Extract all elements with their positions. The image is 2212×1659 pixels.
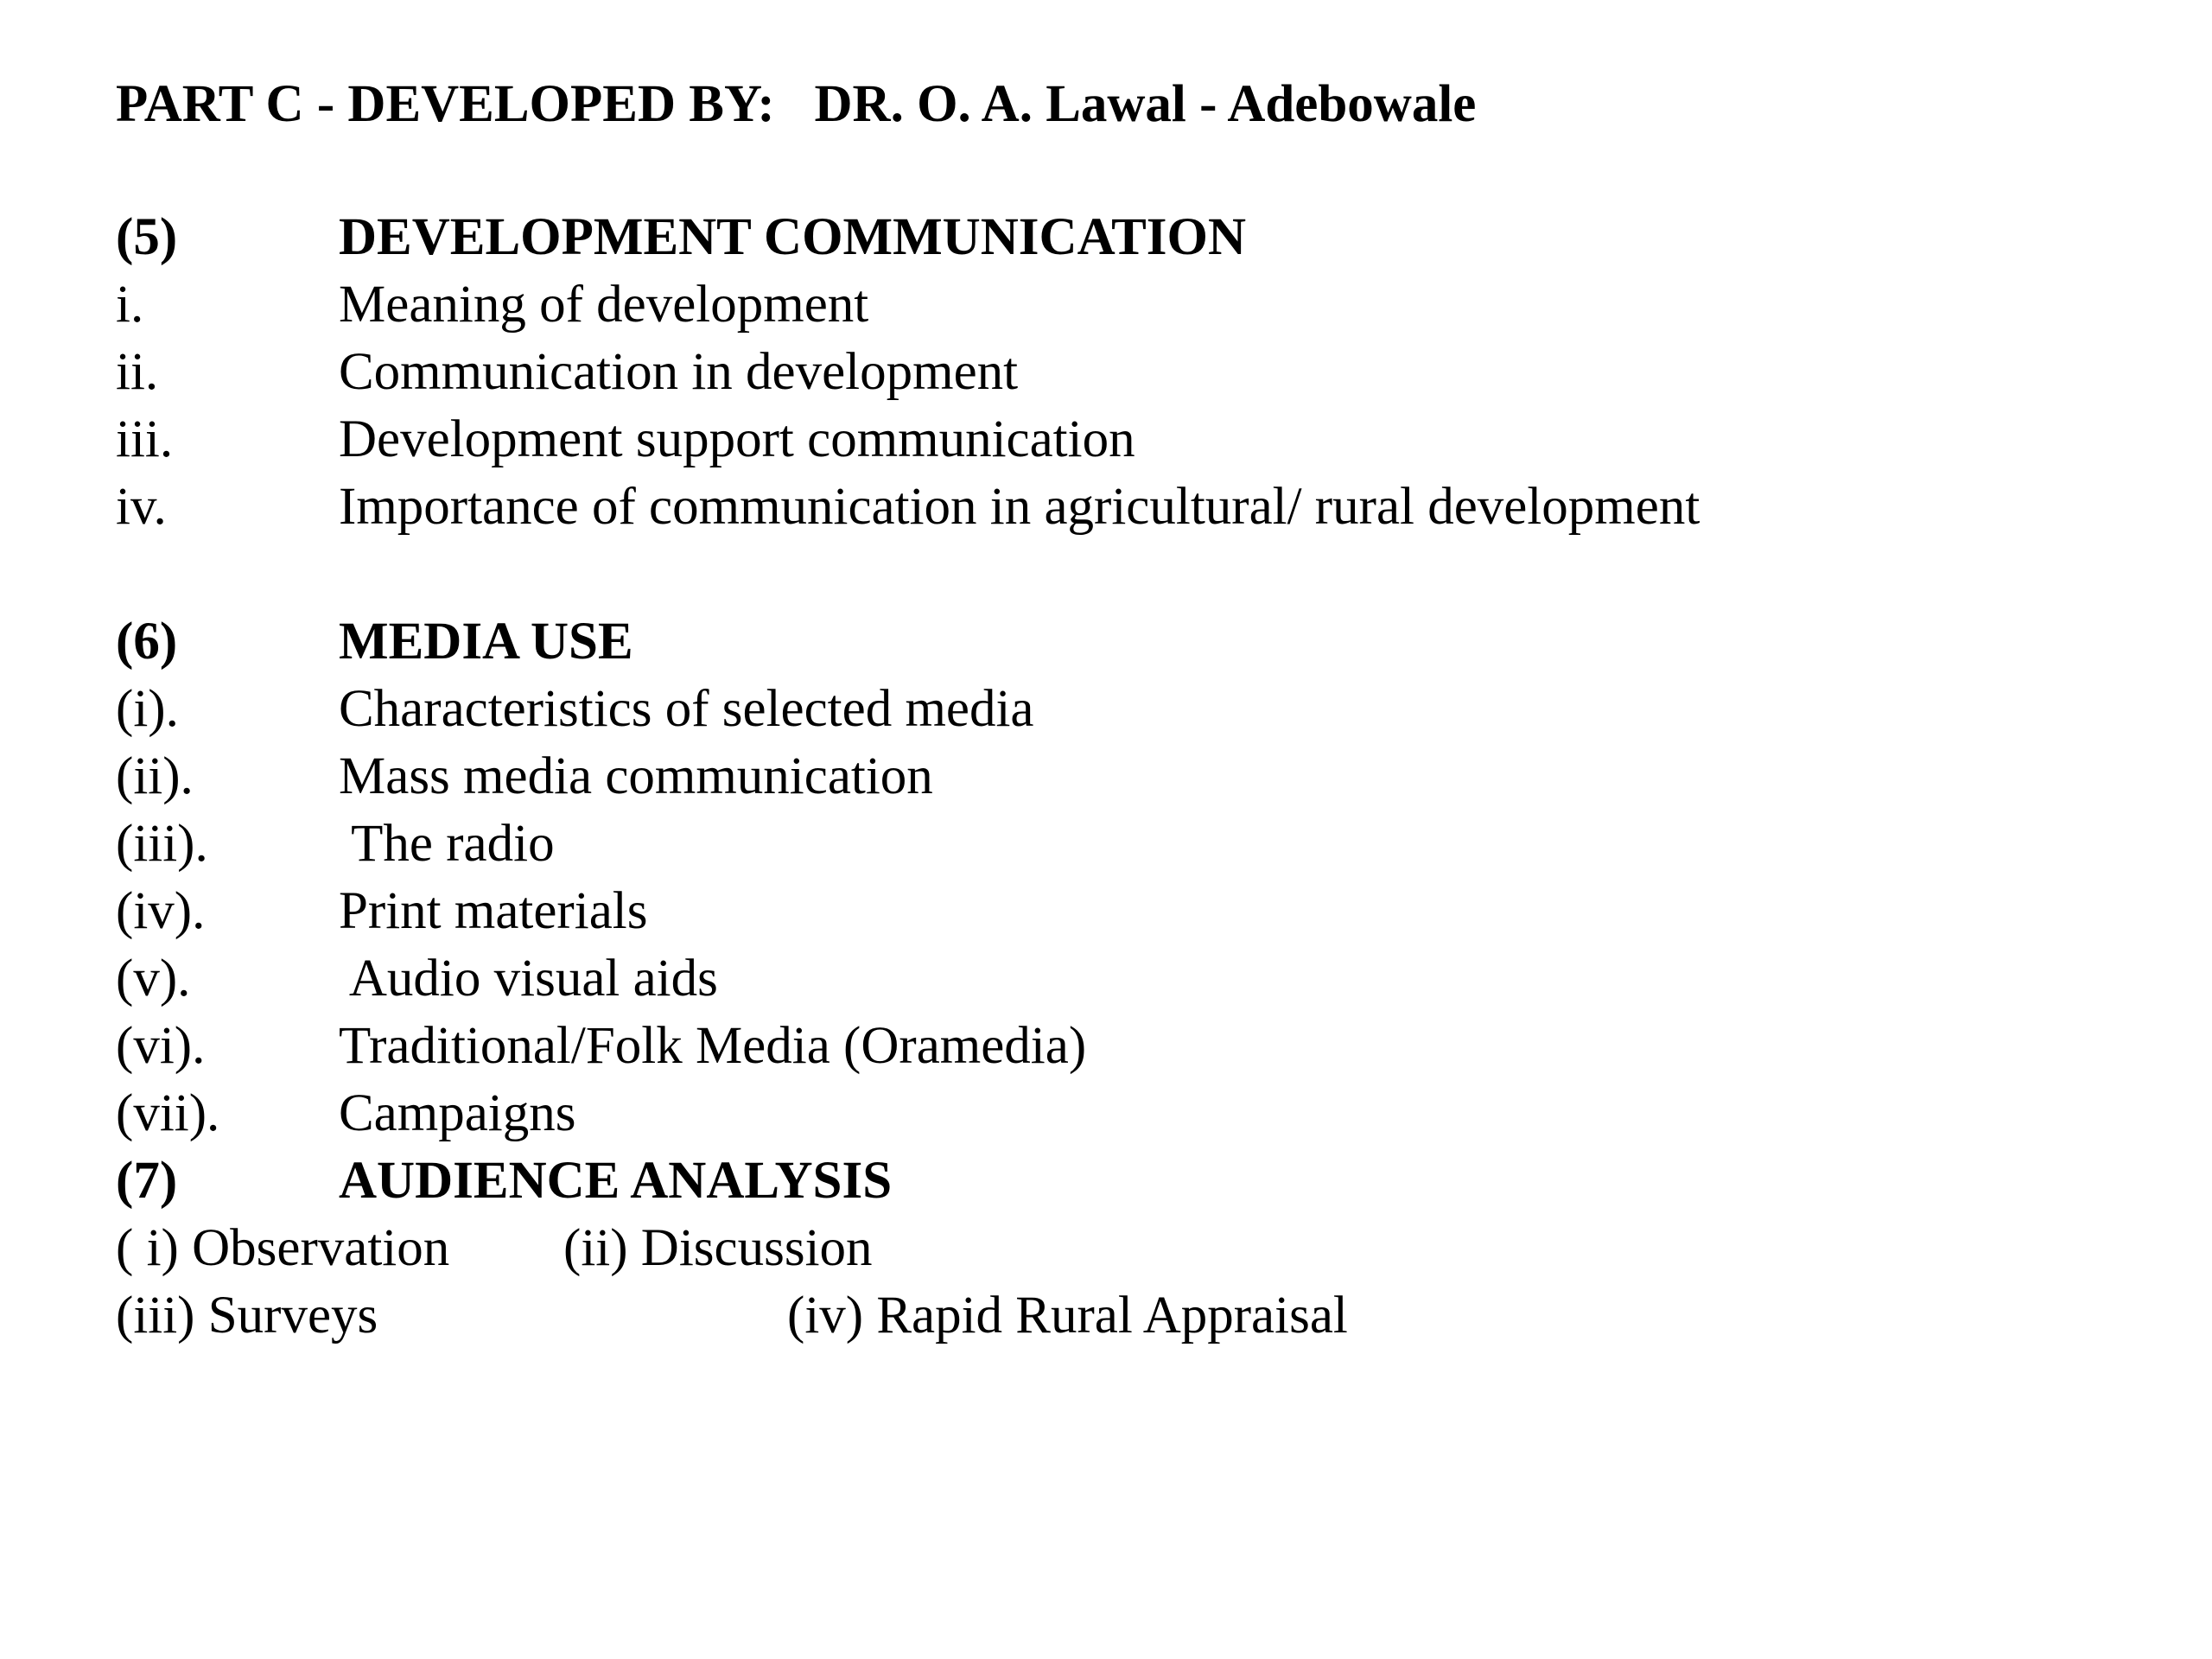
document-header: PART C - DEVELOPED BY: DR. O. A. Lawal - Adebowale <box>116 75 1477 133</box>
pair-item-right: (iv) Rapid Rural Appraisal <box>787 1287 1348 1344</box>
item-text: Mass media communication <box>339 747 933 805</box>
item-text: Communication in development <box>339 343 1019 401</box>
item-number: (vi). <box>116 1017 206 1075</box>
item-number: i. <box>116 276 144 334</box>
item-number: ii. <box>116 343 159 401</box>
pair-item-right: (ii) Discussion <box>563 1219 873 1277</box>
item-number: iv. <box>116 478 167 536</box>
item-text: Meaning of development <box>339 276 869 334</box>
section-title: AUDIENCE ANALYSIS <box>339 1152 893 1210</box>
item-text: Importance of communication in agricultural/ rural development <box>339 478 1700 536</box>
item-text: Campaigns <box>339 1084 576 1142</box>
list-item <box>116 1013 1087 1080</box>
section-heading-6 <box>116 608 633 676</box>
list-item <box>116 1080 576 1147</box>
item-number: (v). <box>116 950 191 1007</box>
item-text: The radio <box>339 815 555 873</box>
section-heading-5 <box>116 204 1247 271</box>
item-number: (vii). <box>116 1084 220 1142</box>
list-item <box>116 474 1700 541</box>
section-number: (7) <box>116 1152 178 1210</box>
list-item-pair <box>116 1282 1348 1350</box>
list-item <box>116 271 869 339</box>
section-title: DEVELOPMENT COMMUNICATION <box>339 208 1247 266</box>
item-text: Print materials <box>339 882 648 940</box>
section-title: MEDIA USE <box>339 613 633 671</box>
list-item <box>116 878 648 945</box>
list-item <box>116 945 718 1013</box>
item-number: (iii). <box>116 815 208 873</box>
pair-item-left: (iii) Surveys <box>116 1287 378 1344</box>
item-number: iii. <box>116 410 174 468</box>
list-item <box>116 810 555 878</box>
list-item <box>116 406 1135 474</box>
pair-item-left: ( i) Observation <box>116 1219 450 1277</box>
list-item-pair <box>116 1215 873 1282</box>
list-item <box>116 339 1019 406</box>
list-item <box>116 676 1034 743</box>
item-number: (ii). <box>116 747 194 805</box>
section-number: (5) <box>116 208 178 266</box>
item-text: Traditional/Folk Media (Oramedia) <box>339 1017 1087 1075</box>
list-item <box>116 743 933 810</box>
item-text: Audio visual aids <box>339 950 718 1007</box>
item-number: (i). <box>116 680 179 738</box>
section-heading-7 <box>116 1147 893 1215</box>
item-text: Characteristics of selected media <box>339 680 1034 738</box>
item-text: Development support communication <box>339 410 1135 468</box>
item-number: (iv). <box>116 882 206 940</box>
section-number: (6) <box>116 613 178 671</box>
